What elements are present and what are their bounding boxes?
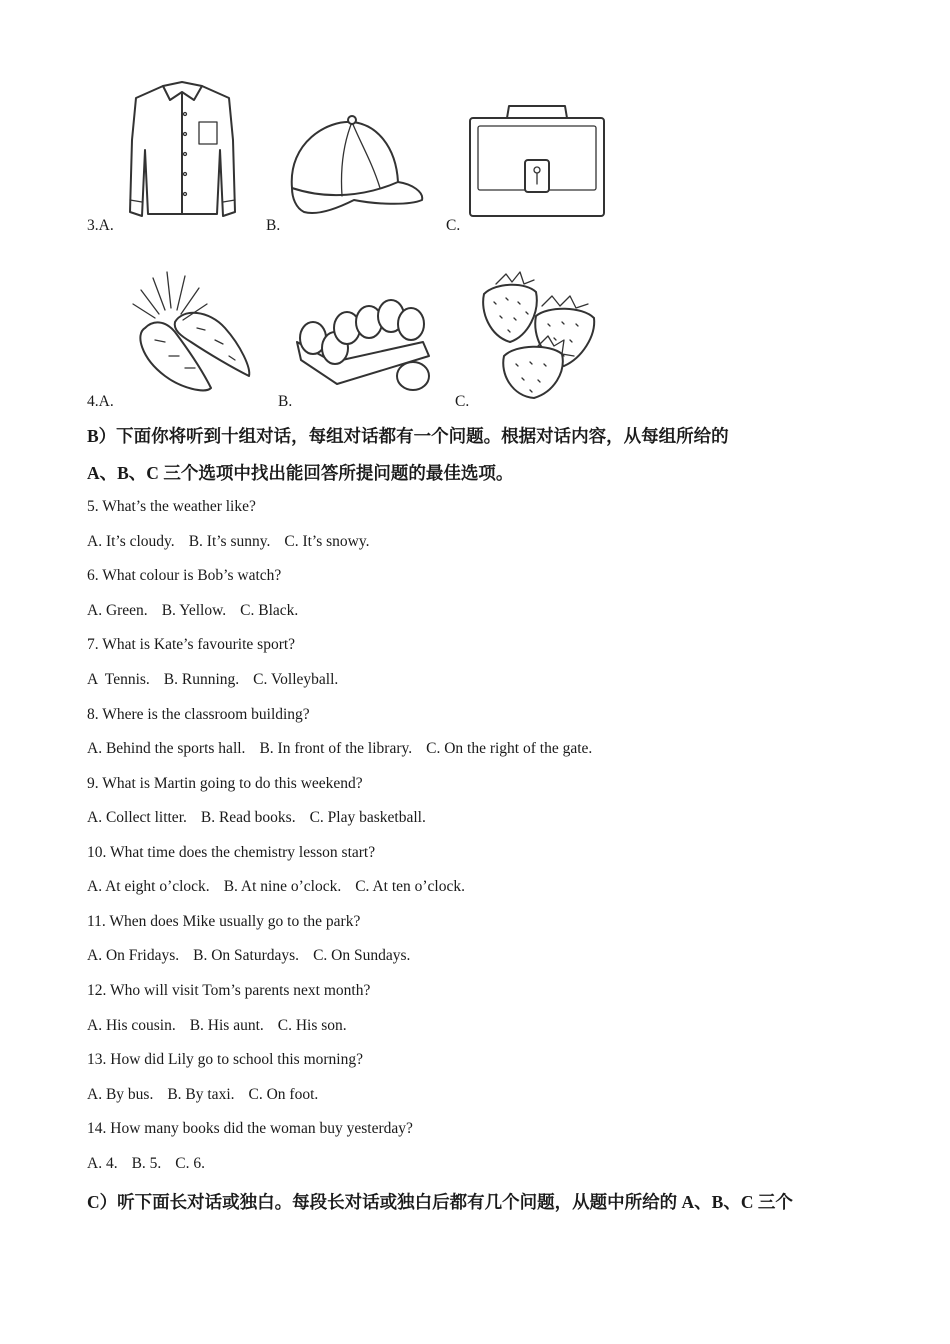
section-b-instruction-line2: A、B、C 三个选项中找出能回答所提问题的最佳选项。 xyxy=(87,463,514,483)
question-5-option-a[interactable]: A. It’s cloudy. xyxy=(87,533,175,550)
question-13-option-a[interactable]: A. By bus. xyxy=(87,1086,154,1103)
question-5-option-c[interactable]: C. It’s snowy. xyxy=(284,533,370,550)
question-14: 14. How many books did the woman buy yesterday? xyxy=(87,1120,413,1137)
carrots-image xyxy=(125,268,253,396)
question-9-option-b[interactable]: B. Read books. xyxy=(200,809,296,826)
question-12: 12. Who will visit Tom’s parents next month? xyxy=(87,982,371,999)
question-6: 6. What colour is Bob’s watch? xyxy=(87,567,282,584)
question-6-option-a[interactable]: A. Green. xyxy=(87,602,148,619)
question-7-option-b[interactable]: B. Running. xyxy=(163,671,240,688)
question-6-options xyxy=(87,602,298,620)
question-11: 11. When does Mike usually go to the park? xyxy=(87,913,361,930)
question-10-options xyxy=(87,878,465,896)
question-7-options xyxy=(87,671,338,689)
question-6-option-b[interactable]: B. Yellow. xyxy=(161,602,227,619)
question-14-options xyxy=(87,1155,205,1173)
q3-option-c-label: C. xyxy=(446,217,461,234)
question-10-option-b[interactable]: B. At nine o’clock. xyxy=(223,878,342,895)
q4-option-b-label: B. xyxy=(278,393,293,410)
q4-option-c-label: C. xyxy=(455,393,470,410)
shirt-image xyxy=(125,80,240,222)
section-c-instruction-line1: C）听下面长对话或独白。每段长对话或独白后都有几个问题，从题中所给的 A、B、C 三个 xyxy=(87,1192,793,1212)
question-13-option-b[interactable]: B. By taxi. xyxy=(167,1086,235,1103)
question-13: 13. How did Lily go to school this morning? xyxy=(87,1051,363,1068)
question-14-option-c[interactable]: C. 6. xyxy=(175,1155,206,1172)
question-9-options xyxy=(87,809,426,827)
eggs-image xyxy=(293,294,435,394)
cap-image xyxy=(288,112,426,220)
question-12-options xyxy=(87,1017,347,1035)
bag-image xyxy=(467,100,607,220)
strawberries-image xyxy=(478,266,602,402)
question-5: 5. What’s the weather like? xyxy=(87,498,256,515)
question-6-option-c[interactable]: C. Black. xyxy=(240,602,299,619)
question-7: 7. What is Kate’s favourite sport? xyxy=(87,636,296,653)
question-13-option-c[interactable]: C. On foot. xyxy=(248,1086,319,1103)
question-5-options xyxy=(87,533,369,551)
question-11-options xyxy=(87,947,410,965)
question-13-options xyxy=(87,1086,318,1104)
question-9-option-a[interactable]: A. Collect litter. xyxy=(87,809,187,826)
question-7-option-a[interactable]: A Tennis. xyxy=(87,671,150,688)
question-12-option-a[interactable]: A. His cousin. xyxy=(87,1017,176,1034)
question-9: 9. What is Martin going to do this weekend? xyxy=(87,775,363,792)
question-11-option-c[interactable]: C. On Sundays. xyxy=(313,947,411,964)
question-7-option-c[interactable]: C. Volleyball. xyxy=(253,671,339,688)
q3-number-label: 3.A. xyxy=(87,217,114,234)
question-8: 8. Where is the classroom building? xyxy=(87,706,310,723)
question-14-option-a[interactable]: A. 4. xyxy=(87,1155,118,1172)
question-9-option-c[interactable]: C. Play basketball. xyxy=(309,809,426,826)
q4-number-label: 4.A. xyxy=(87,393,114,410)
question-5-option-b[interactable]: B. It’s sunny. xyxy=(188,533,271,550)
question-12-option-b[interactable]: B. His aunt. xyxy=(189,1017,264,1034)
question-14-option-b[interactable]: B. 5. xyxy=(131,1155,162,1172)
question-10: 10. What time does the chemistry lesson start? xyxy=(87,844,376,861)
question-8-option-c[interactable]: C. On the right of the gate. xyxy=(426,740,593,757)
question-10-option-a[interactable]: A. At eight o’clock. xyxy=(87,878,210,895)
q3-option-b-label: B. xyxy=(266,217,281,234)
question-11-option-a[interactable]: A. On Fridays. xyxy=(87,947,180,964)
question-8-options xyxy=(87,740,592,758)
question-8-option-b[interactable]: B. In front of the library. xyxy=(259,740,413,757)
question-12-option-c[interactable]: C. His son. xyxy=(277,1017,347,1034)
question-8-option-a[interactable]: A. Behind the sports hall. xyxy=(87,740,246,757)
section-b-instruction-line1: B）下面你将听到十组对话，每组对话都有一个问题。根据对话内容，从每组所给的 xyxy=(87,426,729,446)
question-10-option-c[interactable]: C. At ten o’clock. xyxy=(355,878,465,895)
question-11-option-b[interactable]: B. On Saturdays. xyxy=(193,947,300,964)
